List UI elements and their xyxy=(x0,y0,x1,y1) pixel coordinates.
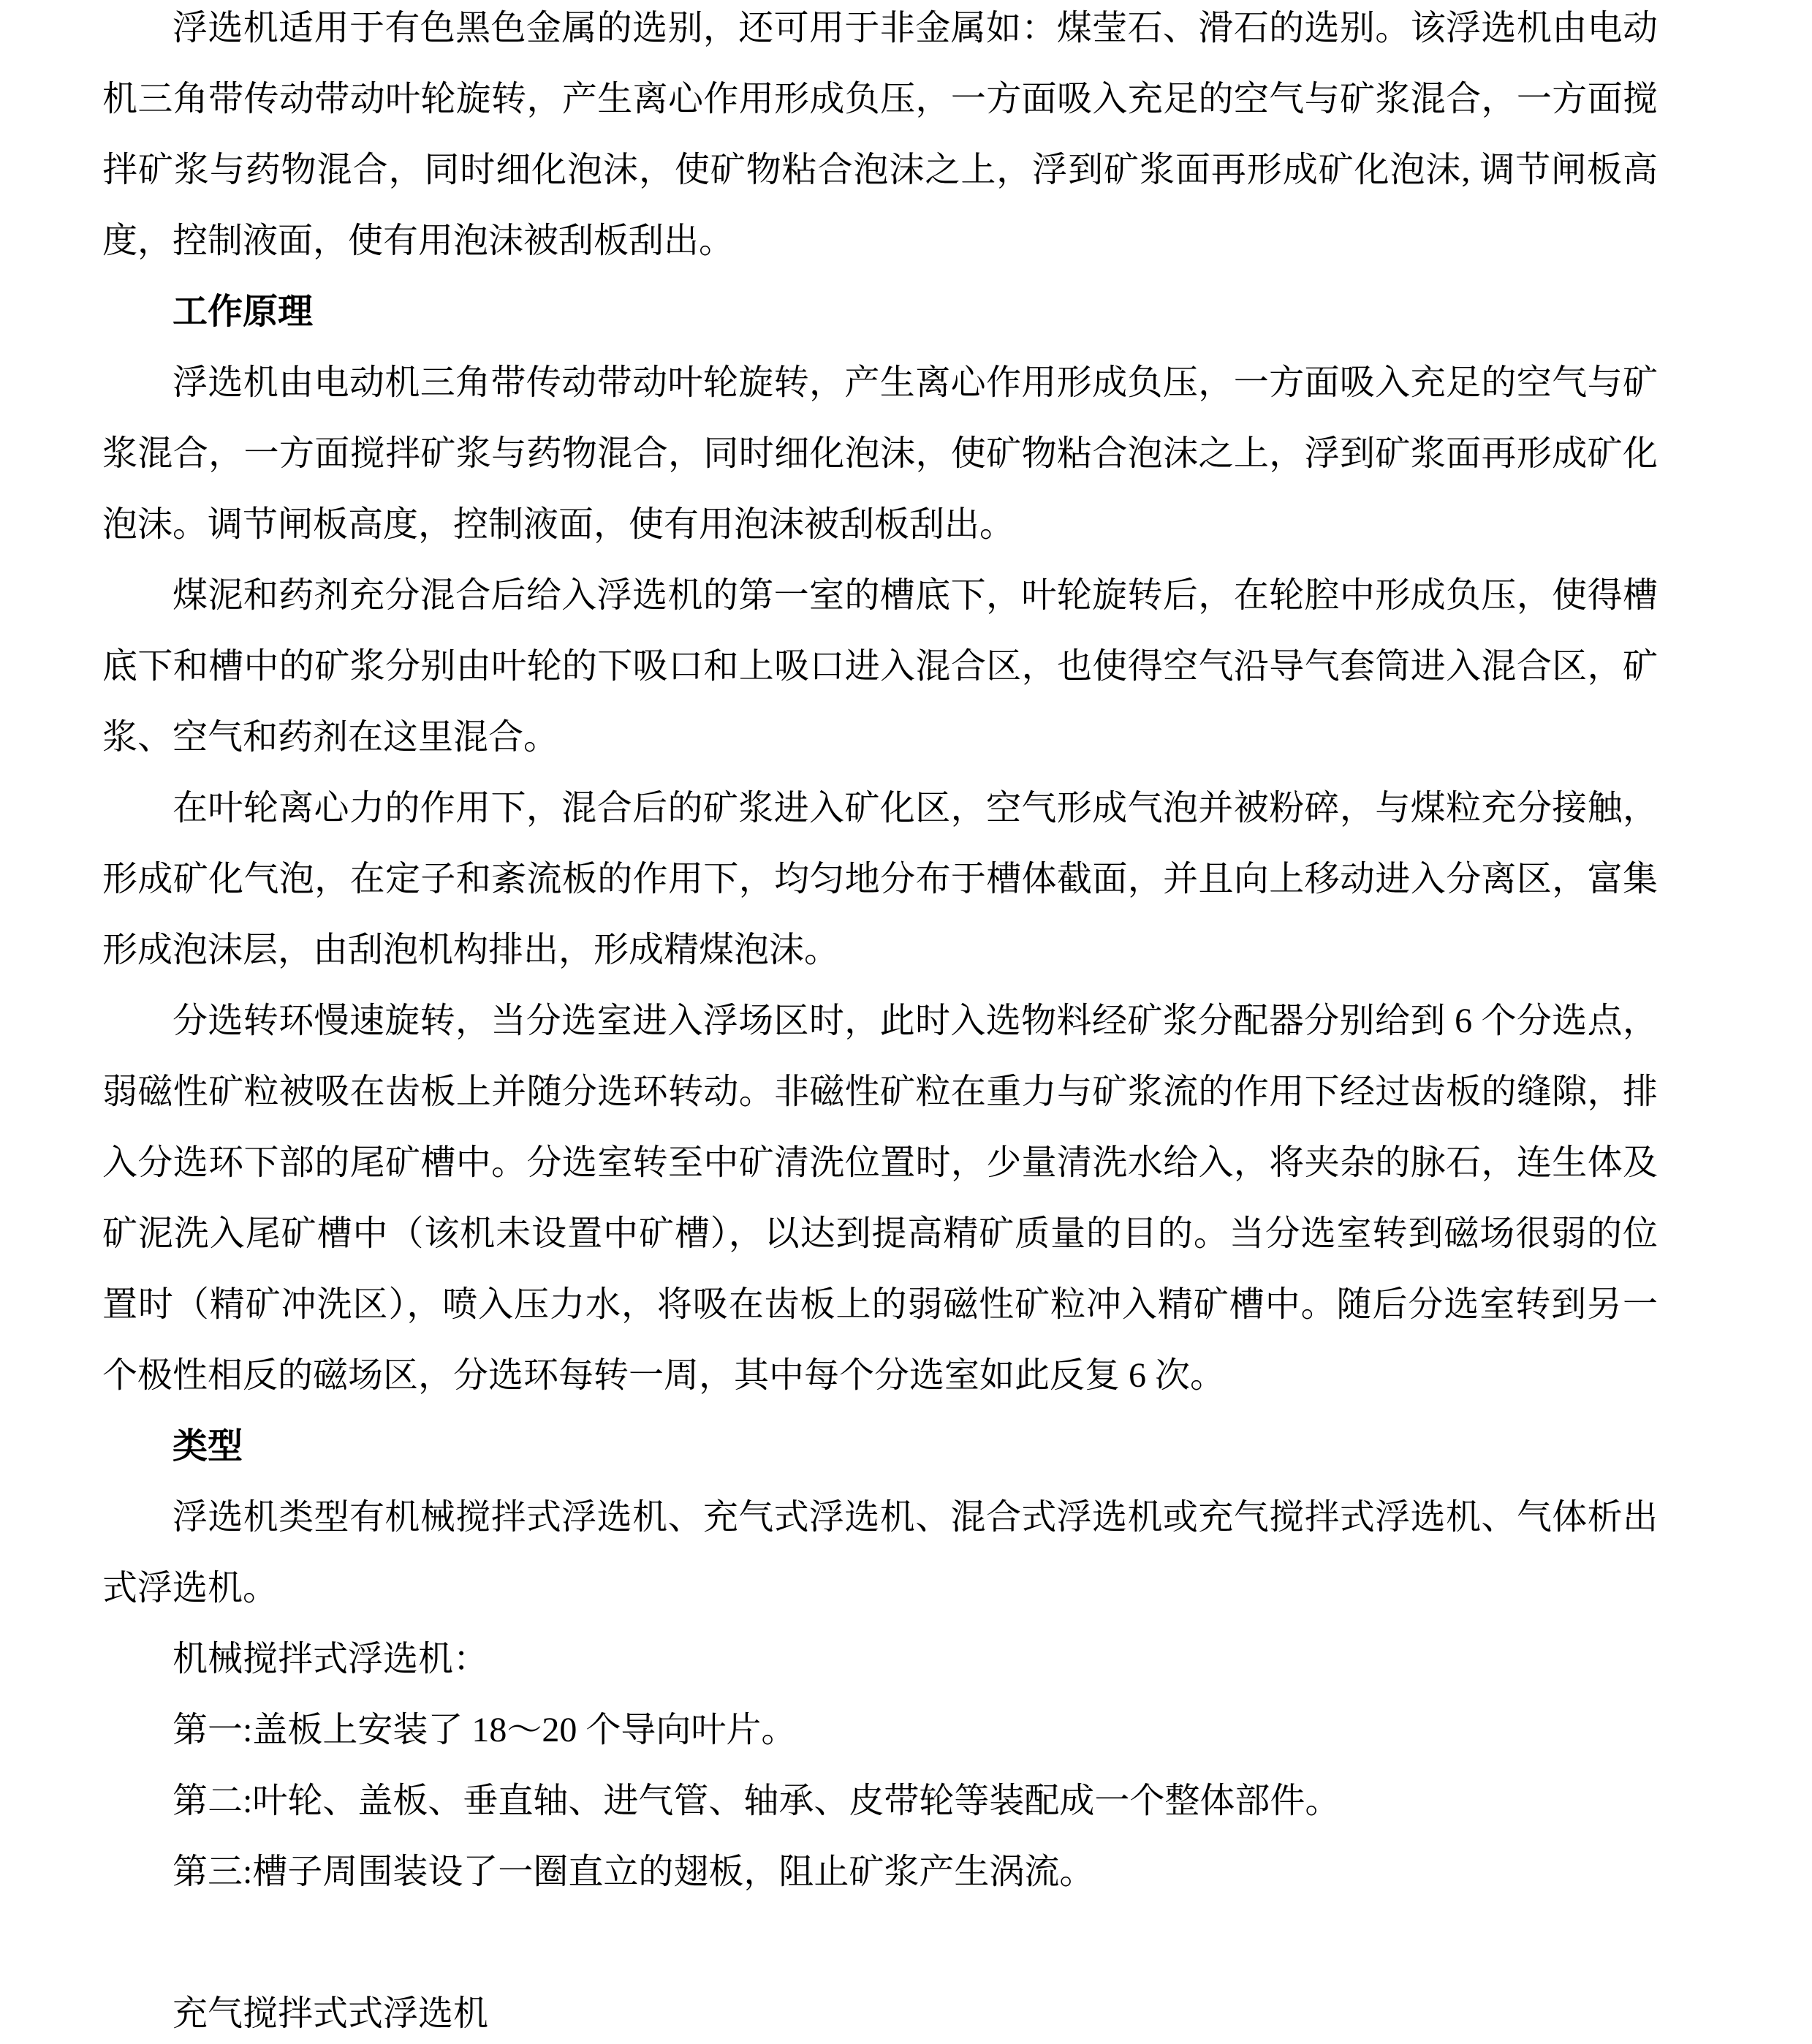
paragraph-feature-second: 第二:叶轮、盖板、垂直轴、进气管、轴承、皮带轮等装配成一个整体部件。 xyxy=(173,1782,1341,1820)
paragraph-principle-overview: 浮选机由电动机三角带传动带动叶轮旋转，产生离心作用形成负压，一方面吸入充足的空气与矿浆混合，一方面搅拌矿浆与药物混合，同时细化泡沫，使矿物粘合泡沫之上，浮到矿浆面再形成矿化泡沫。调节闸板高度，控制液面，使有用泡沫被刮板刮出。 xyxy=(102,363,1658,544)
paragraph-slurry-feed: 煤泥和药剂充分混合后给入浮选机的第一室的槽底下，叶轮旋转后，在轮腔中形成负压，使得槽底下和槽中的矿浆分别由叶轮的下吸口和上吸口进入混合区，也使得空气沿导气套筒进入混合区，矿浆、空气和药剂在这里混合。 xyxy=(102,576,1658,757)
paragraph-feature-first: 第一:盖板上安装了 18～20 个导向叶片。 xyxy=(173,1711,797,1749)
section-heading-types: 类型 xyxy=(173,1427,243,1466)
paragraph-mechanical-type-label: 机械搅拌式浮选机： xyxy=(173,1640,489,1678)
blank-line-spacer xyxy=(102,1907,1658,1978)
paragraph-mineralization: 在叶轮离心力的作用下，混合后的矿浆进入矿化区，空气形成气泡并被粉碎，与煤粒充分接触，形成矿化气泡，在定子和紊流板的作用下，均匀地分布于槽体截面，并且向上移动进入分离区，富集形成泡沫层，由刮泡机构排出，形成精煤泡沫。 xyxy=(102,789,1658,969)
section-heading-working-principle: 工作原理 xyxy=(173,292,314,331)
paragraph-aerated-agitated-type: 充气搅拌式式浮选机 xyxy=(173,1994,489,2033)
paragraph-type-list: 浮选机类型有机械搅拌式浮选机、充气式浮选机、混合式浮选机或充气搅拌式浮选机、气体析出式浮选机。 xyxy=(102,1498,1658,1608)
paragraph-intro: 浮选机适用于有色黑色金属的选别，还可用于非金属如：煤莹石、滑石的选别。该浮选机由电动机三角带传动带动叶轮旋转，产生离心作用形成负压，一方面吸入充足的空气与矿浆混合，一方面搅拌矿浆与药物混合，同时细化泡沫，使矿物粘合泡沫之上，浮到矿浆面再形成矿化泡沫, 调节闸板高度，控制液面，使有用泡沫被刮板刮出。 xyxy=(102,9,1658,260)
paragraph-separation-ring: 分选转环慢速旋转，当分选室进入浮场区时，此时入选物料经矿浆分配器分别给到 6 个分选点，弱磁性矿粒被吸在齿板上并随分选环转动。非磁性矿粒在重力与矿浆流的作用下经过齿板的缝隙，排入分选环下部的尾矿槽中。分选室转至中矿清洗位置时，少量清洗水给入，将夹杂的脉石，连生体及矿泥洗入尾矿槽中（该机未设置中矿槽），以达到提高精矿质量的目的。当分选室转到磁场很弱的位置时（精矿冲洗区），喷入压力水，将吸在齿板上的弱磁性矿粒冲入精矿槽中。随后分选室转到另一个极性相反的磁场区，分选环每转一周，其中每个分选室如此反复 6 次。 xyxy=(102,1002,1658,1395)
paragraph-feature-third: 第三:槽子周围装设了一圈直立的翅板，阻止矿浆产生涡流。 xyxy=(173,1852,1095,1891)
